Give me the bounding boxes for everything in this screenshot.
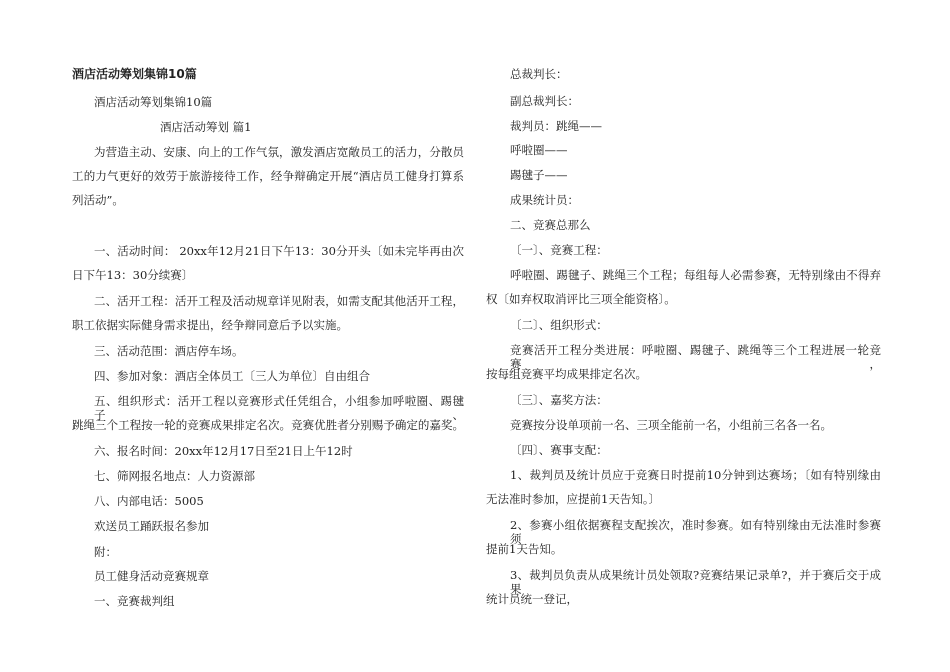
paragraph-line: 裁判员：跳绳—— (510, 119, 602, 133)
paragraph-line: 二、活开工程：活开工程及活动规章详见附表，如需支配其他活开工程， (94, 294, 464, 308)
paragraph-line: 提前1天告知。 (486, 542, 563, 556)
paragraph-line: 职工依据实际健身需求提出，经争辩同意后予以实施。 (72, 318, 348, 332)
paragraph-line: 为营造主动、安康、向上的工作气氛，激发酒店宽敞员工的活力，分散员 (94, 145, 464, 159)
paragraph-line: 一、活动时间： 20xx年12月21日下午13：30分开头〔如未完毕再由次 (94, 244, 464, 258)
paragraph-line: 竞赛活开工程分类进展：呼啦圈、踢毽子、跳绳等三个工程进展一轮竞赛， (510, 343, 881, 371)
paragraph-line: 列活动”。 (72, 193, 124, 207)
paragraph-line: 总裁判长： (510, 67, 568, 81)
paragraph-line: 权〔如弃权取消评比三项全能资格〕。 (486, 292, 676, 306)
section-heading: 酒店活动筹划 篇1 (160, 120, 252, 134)
paragraph-line: 3、裁判员负责从成果统计员处领取?竞赛结果记录单?，并于赛后交于成果 (510, 568, 881, 596)
paragraph-line: 〔一〕、竞赛工程： (510, 243, 608, 257)
paragraph-line: 五、组织形式：活开工程以竞赛形式任凭组合，小组参加呼啦圈、踢毽子、 (94, 394, 464, 422)
paragraph-line: 八、内部电话：5005 (94, 494, 204, 508)
paragraph-line: 六、报名时间：20xx年12月17日至21日上午12时 (94, 444, 353, 458)
paragraph-line: 〔二〕、组织形式： (510, 318, 608, 332)
paragraph-line: 附： (94, 545, 117, 559)
paragraph-line: 呼啦圈—— (510, 143, 568, 157)
paragraph-line: 员工健身活动竞赛规章 (94, 569, 209, 583)
paragraph-line: 三、活动范围：酒店停车场。 (94, 344, 244, 358)
paragraph-line: 按每组竞赛平均成果排定名次。 (486, 367, 647, 381)
paragraph-line: 二、竞赛总那么 (510, 218, 591, 232)
paragraph-line: 欢送员工踊跃报名参加 (94, 519, 209, 533)
paragraph-line: 踢毽子—— (510, 168, 568, 182)
paragraph-line: 统计员统一登记， (486, 592, 578, 606)
paragraph-line: 2、参赛小组依据赛程支配挨次，准时参赛。如有特别缘由无法准时参赛须 (510, 518, 881, 546)
paragraph-line: 呼啦圈、踢毽子、跳绳三个工程；每组每人必需参赛，无特别缘由不得弃 (510, 268, 881, 282)
paragraph-line: 跳绳三个工程按一轮的竞赛成果排定名次。竞赛优胜者分别赐予确定的嘉奖。 (72, 418, 464, 432)
paragraph-line: 无法准时参加，应提前1天告知。〕 (486, 492, 661, 506)
paragraph-line: 竞赛按分设单项前一名、三项全能前一名，小组前三名各一名。 (510, 418, 832, 432)
paragraph-line: 〔四〕、赛事支配： (510, 443, 608, 457)
paragraph-line: 〔三〕、嘉奖方法： (510, 393, 608, 407)
document-title: 酒店活动筹划集锦10篇 (72, 67, 197, 81)
paragraph-line: 四、参加对象：酒店全体员工〔三人为单位〕自由组合 (94, 369, 370, 383)
paragraph-line: 工的力气更好的效劳于旅游接待工作，经争辩确定开展“酒店员工健身打算系 (72, 169, 464, 183)
paragraph-line: 七、筛网报名地点：人力资源部 (94, 469, 255, 483)
paragraph-line: 副总裁判长： (510, 94, 579, 108)
subtitle: 酒店活动筹划集锦10篇 (94, 95, 213, 109)
paragraph-line: 日下午13：30分续赛〕 (72, 268, 194, 282)
paragraph-line: 成果统计员： (510, 193, 579, 207)
paragraph-line: 一、竞赛裁判组 (94, 594, 175, 608)
paragraph-line: 1、裁判员及统计员应于竞赛日时提前10分钟到达赛场；〔如有特别缘由 (510, 468, 881, 482)
